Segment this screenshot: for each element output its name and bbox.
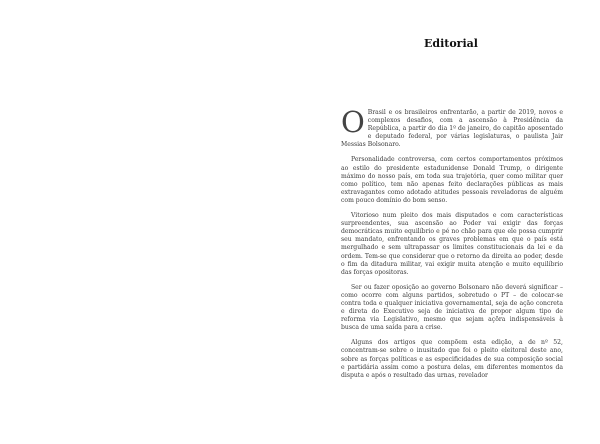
page-title: Editorial <box>424 37 478 50</box>
drop-cap: O <box>341 105 365 139</box>
paragraph-1-text: Brasil e os brasileiros enfrentarão, a partir de 2019, novos e complexos desafios, com a ascensão à Presidência da República, a partir do dia 1º de janeiro, do capitão aposentado e deputado federal, por várias legislaturas, o paulista Jair Messias Bolsonaro. <box>341 109 563 149</box>
paragraph-3: Vitorioso num pleito dos mais disputados e com características surpreendentes, sua ascensão ao Poder vai exigir das forças democráticas muito equilíbrio e pé no chão para que ele possa cumprir seu mandato, enfrentando os graves problemas em que o país está mergulhado e sem ultrapassar os limites constitucionais da lei e da ordem. Tem-se que considerar que o retorno da direita ao poder, desde o fim da ditadura militar, vai exigir muita atenção e muito equilíbrio das forças opositoras. <box>341 212 563 276</box>
paragraph-4: Ser ou fazer oposição ao governo Bolsonaro não deverá significar – como ocorre com alguns partidos, sobretudo o PT – de colocar-se contra toda e qualquer iniciativa governamental, seja de ação concreta e direta do Executivo seja de iniciativa de propor algum tipo de reforma via Legislativo, mesmo que sejam açõra indispensáveis à busca de uma saída para a crise. <box>341 283 563 332</box>
paragraph-1 <box>341 105 563 149</box>
article-body <box>341 105 563 387</box>
paragraph-2: Personalidade controversa, com certos comportamentos próximos ao estilo do presidente estadunidense Donald Trump, o dirigente máximo do nosso país, em toda sua trajetória, quer como militar quer como político, tem não apenas feito declarações públicas as mais extravagantes como adotado atitudes pessoais reveladoras de alguém com pouco domínio do bom senso. <box>341 156 563 204</box>
paragraph-5: Alguns dos artigos que compõem esta edição, a de nº 52, concentram-se sobre o inusitado que foi o pleito eleitoral deste ano, sobre as forças políticas e as especificidades de sua composição social e partidária assim como a postura delas, em diferentes momentos da disputa e após o resultado das urnas, revelador <box>341 339 563 379</box>
